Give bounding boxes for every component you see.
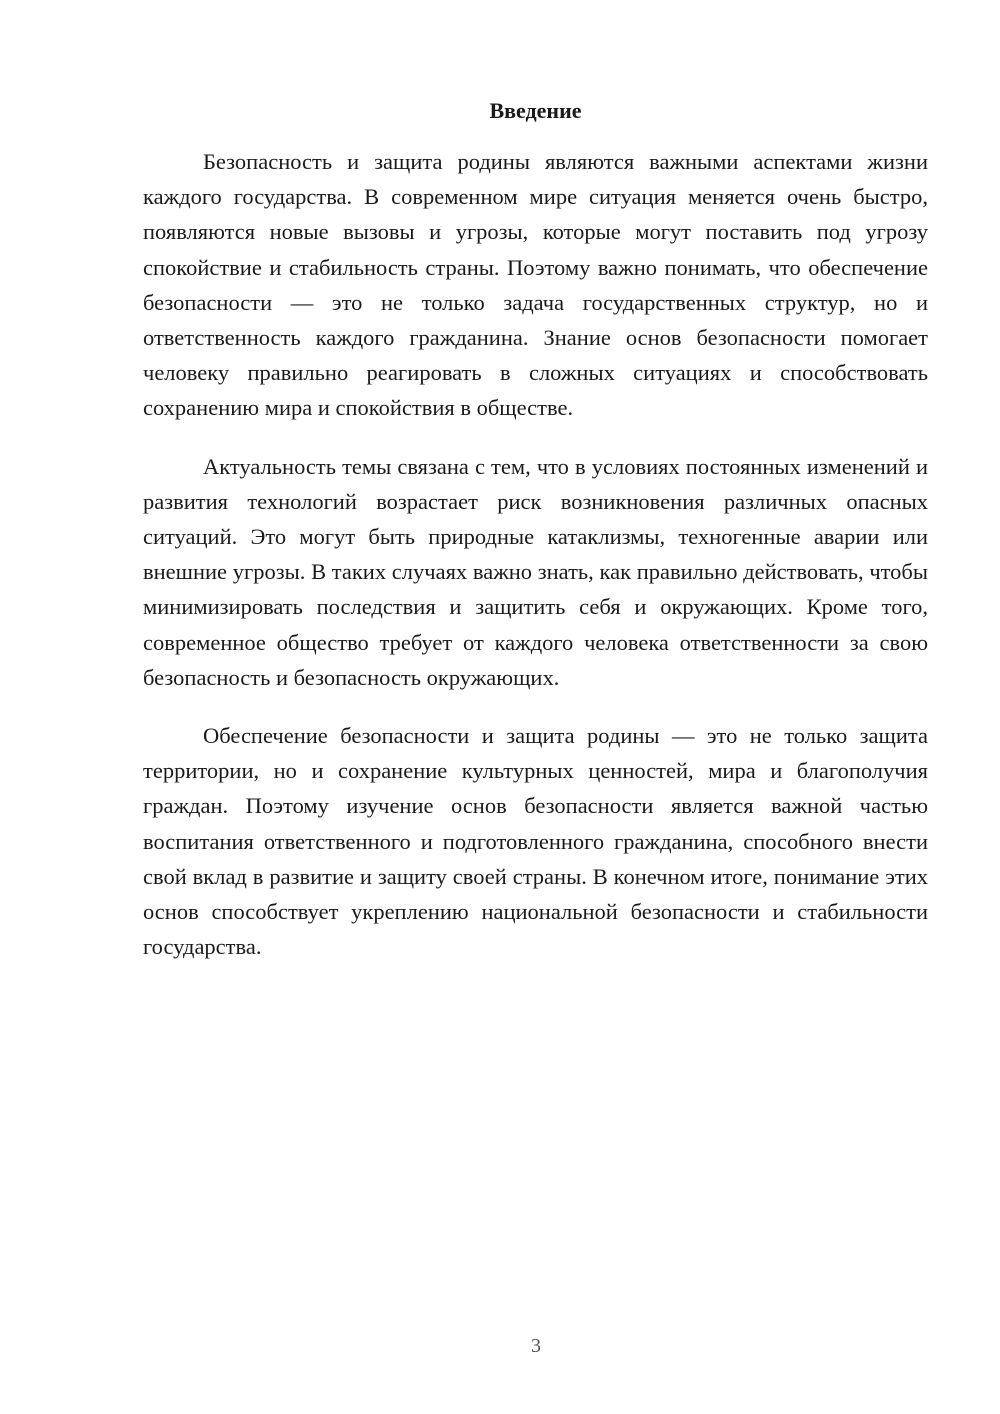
page-number: 3 [531, 1335, 541, 1357]
paragraph-3: Обеспечение безопасности и защита родины — это не только защита территории, но и сохранение культурных ценностей, мира и благополучия граждан. Поэтому изучение основ безопасности является важной частью воспитания ответственного и подготовленного гражданина, способного внести свой вклад в развитие и защиту своей страны. В конечном итоге, понимание этих основ способствует укреплению национальной безопасности и стабильности государства. [143, 723, 928, 960]
paragraph-2: Актуальность темы связана с тем, что в условиях постоянных изменений и развития технологий возрастает риск возникновения различных опасных ситуаций. Это могут быть природные катаклизмы, техногенные аварии или внешние угрозы. В таких случаях важно знать, как правильно действовать, чтобы минимизировать последствия и защитить себя и окружающих. Кроме того, современное общество требует от каждого человека ответственности за свою безопасность и безопасность окружающих. [143, 453, 928, 690]
page-content [143, 98, 928, 987]
section-title: Введение [489, 98, 582, 123]
paragraph-1: Безопасность и защита родины являются важными аспектами жизни каждого государства. В современном мире ситуация меняется очень быстро, появляются новые вызовы и угрозы, которые могут поставить под угрозу спокойствие и стабильность страны. Поэтому важно понимать, что обеспечение безопасности — это не только задача государственных структур, но и ответственность каждого гражданина. Знание основ безопасности помогает человеку правильно реагировать в сложных ситуациях и способствовать сохранению мира и спокойствия в обществе. [143, 149, 928, 421]
